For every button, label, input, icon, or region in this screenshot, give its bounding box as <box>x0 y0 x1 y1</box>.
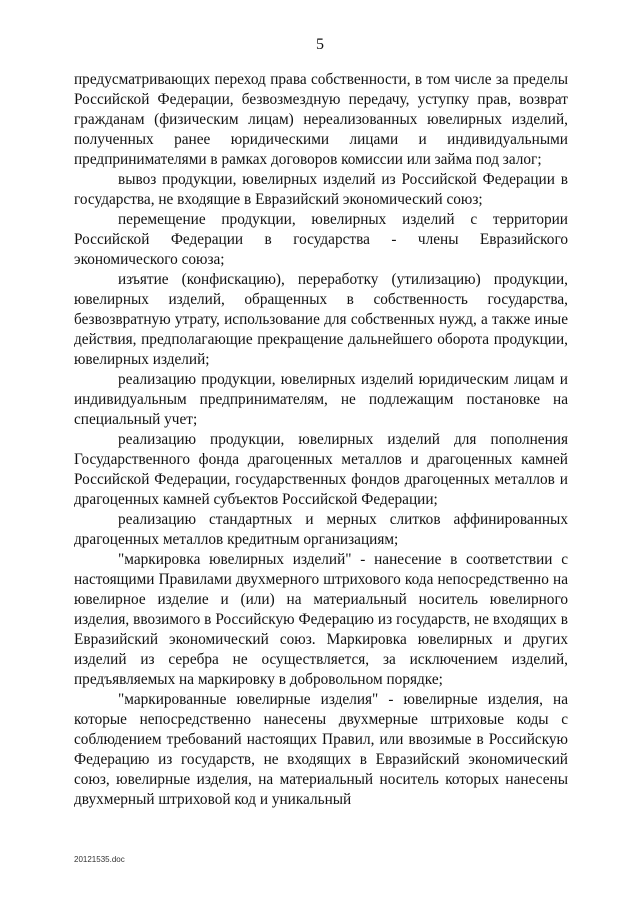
paragraph-continuation: предусматривающих переход права собственности, в том числе за пределы Российской Федерации, безвозмездную передачу, уступку прав, возврат гражданам (физическим лицам) нереализованных ювелирных изделий, полученных ранее юридическими лицами и индивидуальными предпринимателями в рамках договоров комиссии или займа под залог; <box>74 71 568 168</box>
paragraph-state-fund: реализацию продукции, ювелирных изделий для пополнения Государственного фонда драгоценных металлов и драгоценных камней Российской Федерации, государственных фондов драгоценных металлов и драгоценных камней субъектов Российской Федерации; <box>74 431 568 508</box>
paragraph-sale-unregistered: реализацию продукции, ювелирных изделий юридическим лицам и индивидуальным предпринимателям, не подлежащим постановке на специальный учет; <box>74 371 568 428</box>
paragraph-confiscation: изъятие (конфискацию), переработку (утилизацию) продукции, ювелирных изделий, обращенных в собственность государства, безвозвратную утрату, использование для собственных нужд, а также иные действия, предполагающие прекращение дальнейшего оборота продукции, ювелирных изделий; <box>74 271 568 368</box>
page-number: 5 <box>316 36 324 53</box>
footer-filename: 20121535.doc <box>74 855 125 864</box>
paragraph-marking-definition: "маркировка ювелирных изделий" - нанесение в соответствии с настоящими Правилами двухмерного штрихового кода непосредственно на ювелирное изделие и (или) на материальный носитель ювелирного изделия, ввозимого в Российскую Федерацию из государств, не входящих в Евразийский экономический союз. Маркировка ювелирных и других изделий из серебра не осуществляется, за исключением изделий, предъявляемых на маркировку в добровольном порядке; <box>74 551 568 688</box>
document-body <box>74 70 568 810</box>
paragraph-marked-items-definition: "маркированные ювелирные изделия" - ювелирные изделия, на которые непосредственно нанесены двухмерные штриховые коды с соблюдением требований настоящих Правил, или ввозимые в Российскую Федерацию из государств, не входящих в Евразийский экономический союз, ювелирные изделия, на материальный носитель которых нанесены двухмерный штриховой код и уникальный <box>74 691 568 808</box>
paragraph-bullion: реализацию стандартных и мерных слитков аффинированных драгоценных металлов кредитным организациям; <box>74 511 568 548</box>
paragraph-export: вывоз продукции, ювелирных изделий из Российской Федерации в государства, не входящие в Евразийский экономический союз; <box>74 171 568 208</box>
paragraph-eaeu-transfer: перемещение продукции, ювелирных изделий с территории Российской Федерации в государства - члены Евразийского экономического союза; <box>74 211 568 268</box>
